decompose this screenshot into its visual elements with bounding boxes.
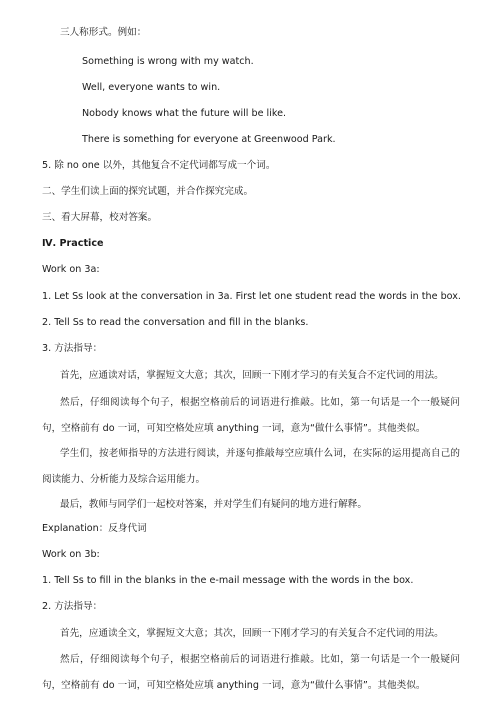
method-paragraph-1: 首先，应通读对话，掌握短文大意；其次，回顾一下刚才学习的有关复合不定代词的用法。 xyxy=(60,370,444,381)
step-3: 三、看大屏幕，校对答案。 xyxy=(42,212,158,223)
example-sentence-2: Well, everyone wants to win. xyxy=(82,82,221,93)
method-paragraph-5: 首先，应通读全文，掌握短文大意；其次，回顾一下刚才学习的有关复合不定代词的用法。 xyxy=(60,628,444,639)
example-sentence-3: Nobody knows what the future will be like. xyxy=(82,108,287,119)
explanation-line: Explanation：反身代词 xyxy=(42,523,147,534)
method-paragraph-4: 最后，教师与同学们一起校对答案，并对学生们有疑问的地方进行解释。 xyxy=(60,499,367,510)
task-3b-item-1: 1. Tell Ss to fill in the blanks in the e-mail message with the words in the box. xyxy=(42,575,414,586)
task-3b-item-2: 2. 方法指导： xyxy=(42,601,103,612)
rule-5: 5. 除 no one 以外，其他复合不定代词都写成一个词。 xyxy=(42,160,276,171)
intro-line: 三人称形式。例如： xyxy=(60,27,147,38)
work-on-3b-heading: Work on 3b: xyxy=(42,549,100,560)
work-on-3a-heading: Work on 3a: xyxy=(42,264,100,275)
section-heading-practice: Ⅳ. Practice xyxy=(42,238,104,249)
example-sentence-1: Something is wrong with my watch. xyxy=(82,56,254,67)
method-paragraph-3: 学生们，按老师指导的方法进行阅读，并逐句推敲每空应填什么词，在实际的运用提高自己的阅读能力、分析能力及综合运用能力。 xyxy=(42,448,460,485)
task-3a-item-3: 3. 方法指导： xyxy=(42,343,103,354)
example-sentence-4: There is something for everyone at Greenwood Park. xyxy=(82,134,336,145)
task-3a-item-2: 2. Tell Ss to read the conversation and fill in the blanks. xyxy=(42,317,309,328)
step-2: 二、学生们读上面的探究试题，并合作探究完成。 xyxy=(42,186,254,197)
method-paragraph-2: 然后，仔细阅读每个句子，根据空格前后的词语进行推敲。比如，第一句话是一个一般疑问句，空格前有 do 一词，可知空格处应填 anything 一词，意为“做什么事情”。其他类似。 xyxy=(42,397,460,434)
method-paragraph-6: 然后，仔细阅读每个句子，根据空格前后的词语进行推敲。比如，第一句话是一个一般疑问句，空格前有 do 一词，可知空格处应填 anything 一词，意为“做什么事情”。其他类似。 xyxy=(42,654,460,691)
task-3a-item-1: 1. Let Ss look at the conversation in 3a. First let one student read the words in the box. xyxy=(42,291,461,302)
